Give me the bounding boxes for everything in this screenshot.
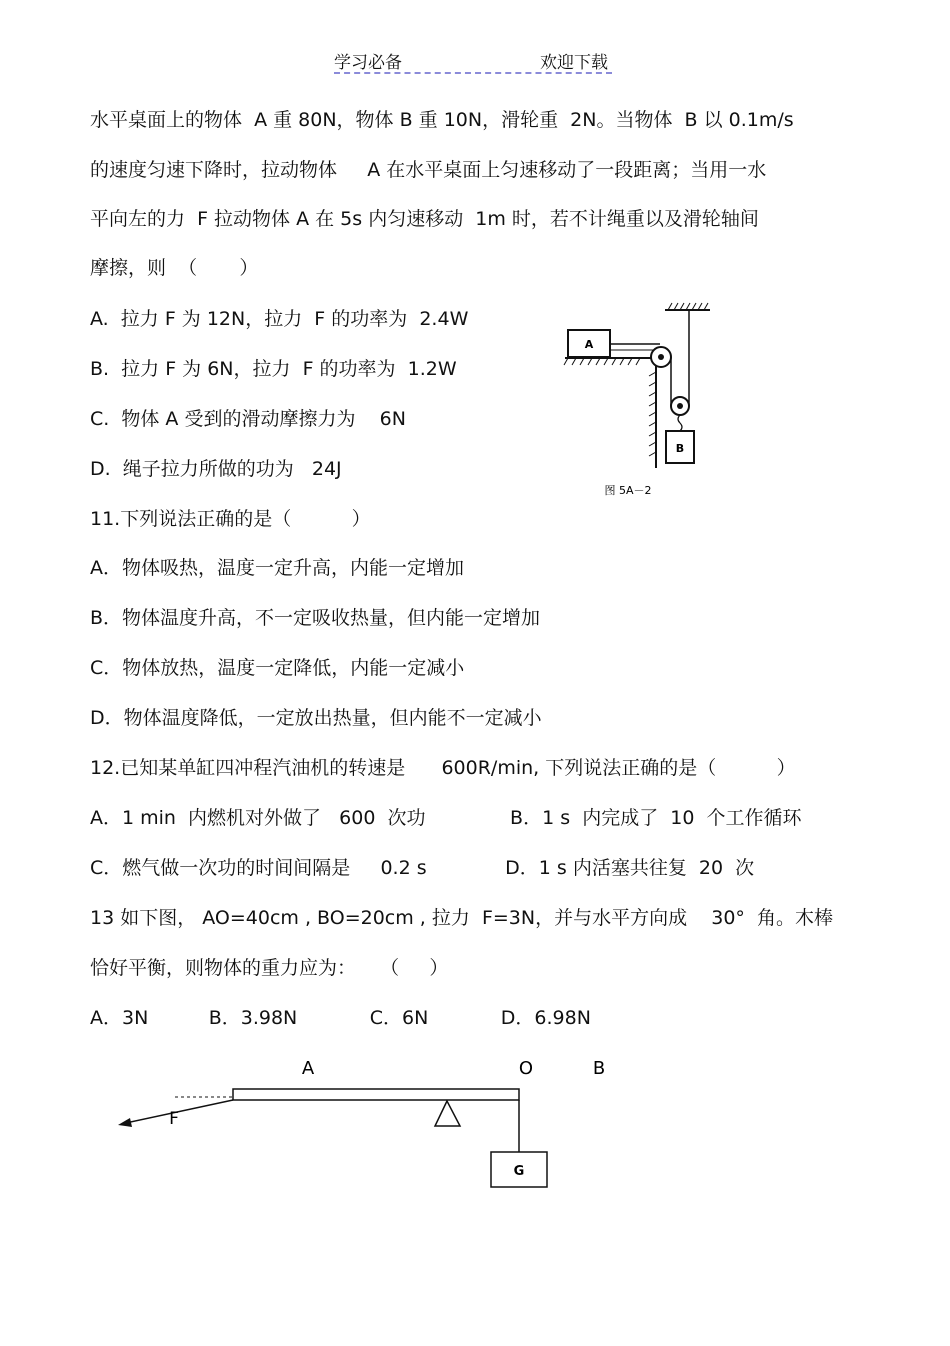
q10-option-d: D. 绳子拉力所做的功为 24J	[90, 458, 342, 480]
fulcrum	[435, 1101, 460, 1126]
q13-options: A．3N B．3.98N C．6N D．6.98N	[90, 1007, 591, 1029]
label-a: A	[301, 1058, 315, 1079]
q10-option-a: A. 拉力 F 为 12N，拉力 F 的功率为 2.4W	[90, 308, 469, 330]
q11-option-b: B．物体温度升高，不一定吸收热量，但内能一定增加	[90, 607, 541, 629]
q12-stem: 12.已知某单缸四冲程汽油机的转速是 600R/min, 下列说法正确的是（ ）	[90, 757, 796, 779]
q12-options-row-1: A．1 min 内燃机对外做了 600 次功 B．1 s 内完成了 10 个工作循环	[90, 807, 802, 829]
label-g: G	[513, 1164, 525, 1179]
q11-option-c: C．物体放热，温度一定降低，内能一定减小	[90, 657, 465, 679]
page-header	[334, 48, 612, 74]
label-b: B	[592, 1058, 606, 1079]
q11-option-d: D．物体温度降低，一定放出热量，但内能不一定减小	[90, 707, 542, 729]
force-arrowhead	[118, 1118, 132, 1127]
pulley-figure	[560, 300, 720, 500]
q10-line-3: 平向左的力 F 拉动物体 A 在 5s 内匀速移动 1m 时，若不计绳重以及滑轮轴间	[90, 208, 759, 230]
force-line	[126, 1100, 233, 1123]
q10-line-4: 摩擦，则 （ ）	[90, 257, 259, 279]
header-right: 欢迎下载	[540, 53, 608, 73]
label-a: A	[584, 338, 594, 351]
q10-option-b: B. 拉力 F 为 6N，拉力 F 的功率为 1.2W	[90, 358, 457, 380]
figure-caption: 图 5A－2	[604, 484, 652, 497]
label-f: F	[169, 1109, 179, 1129]
q10-option-c: C. 物体 A 受到的滑动摩擦力为 6N	[90, 408, 406, 430]
label-b: B	[675, 442, 685, 455]
lever-figure	[110, 1050, 606, 1200]
q13-line-2: 恰好平衡，则物体的重力应为： （ ）	[90, 957, 449, 979]
q11-option-a: A．物体吸热，温度一定升高，内能一定增加	[90, 557, 464, 579]
q10-line-2: 的速度匀速下降时，拉动物体 A 在水平桌面上匀速移动了一段距离；当用一水	[90, 159, 767, 181]
header-left: 学习必备	[334, 53, 402, 73]
q13-line-1: 13 如下图， AO=40cm , BO=20cm , 拉力 F=3N，并与水平方向成 30° 角。木棒	[90, 907, 834, 929]
q11-stem: 11.下列说法正确的是（ ）	[90, 508, 371, 530]
lever-bar	[233, 1089, 519, 1100]
label-o: O	[518, 1058, 534, 1079]
q12-options-row-2: C．燃气做一次功的时间间隔是 0.2 s D．1 s 内活塞共往复 20 次	[90, 857, 755, 879]
q10-line-1: 水平桌面上的物体 A 重 80N，物体 B 重 10N，滑轮重 2N。当物体 B 以 0.1m/s	[90, 109, 794, 131]
